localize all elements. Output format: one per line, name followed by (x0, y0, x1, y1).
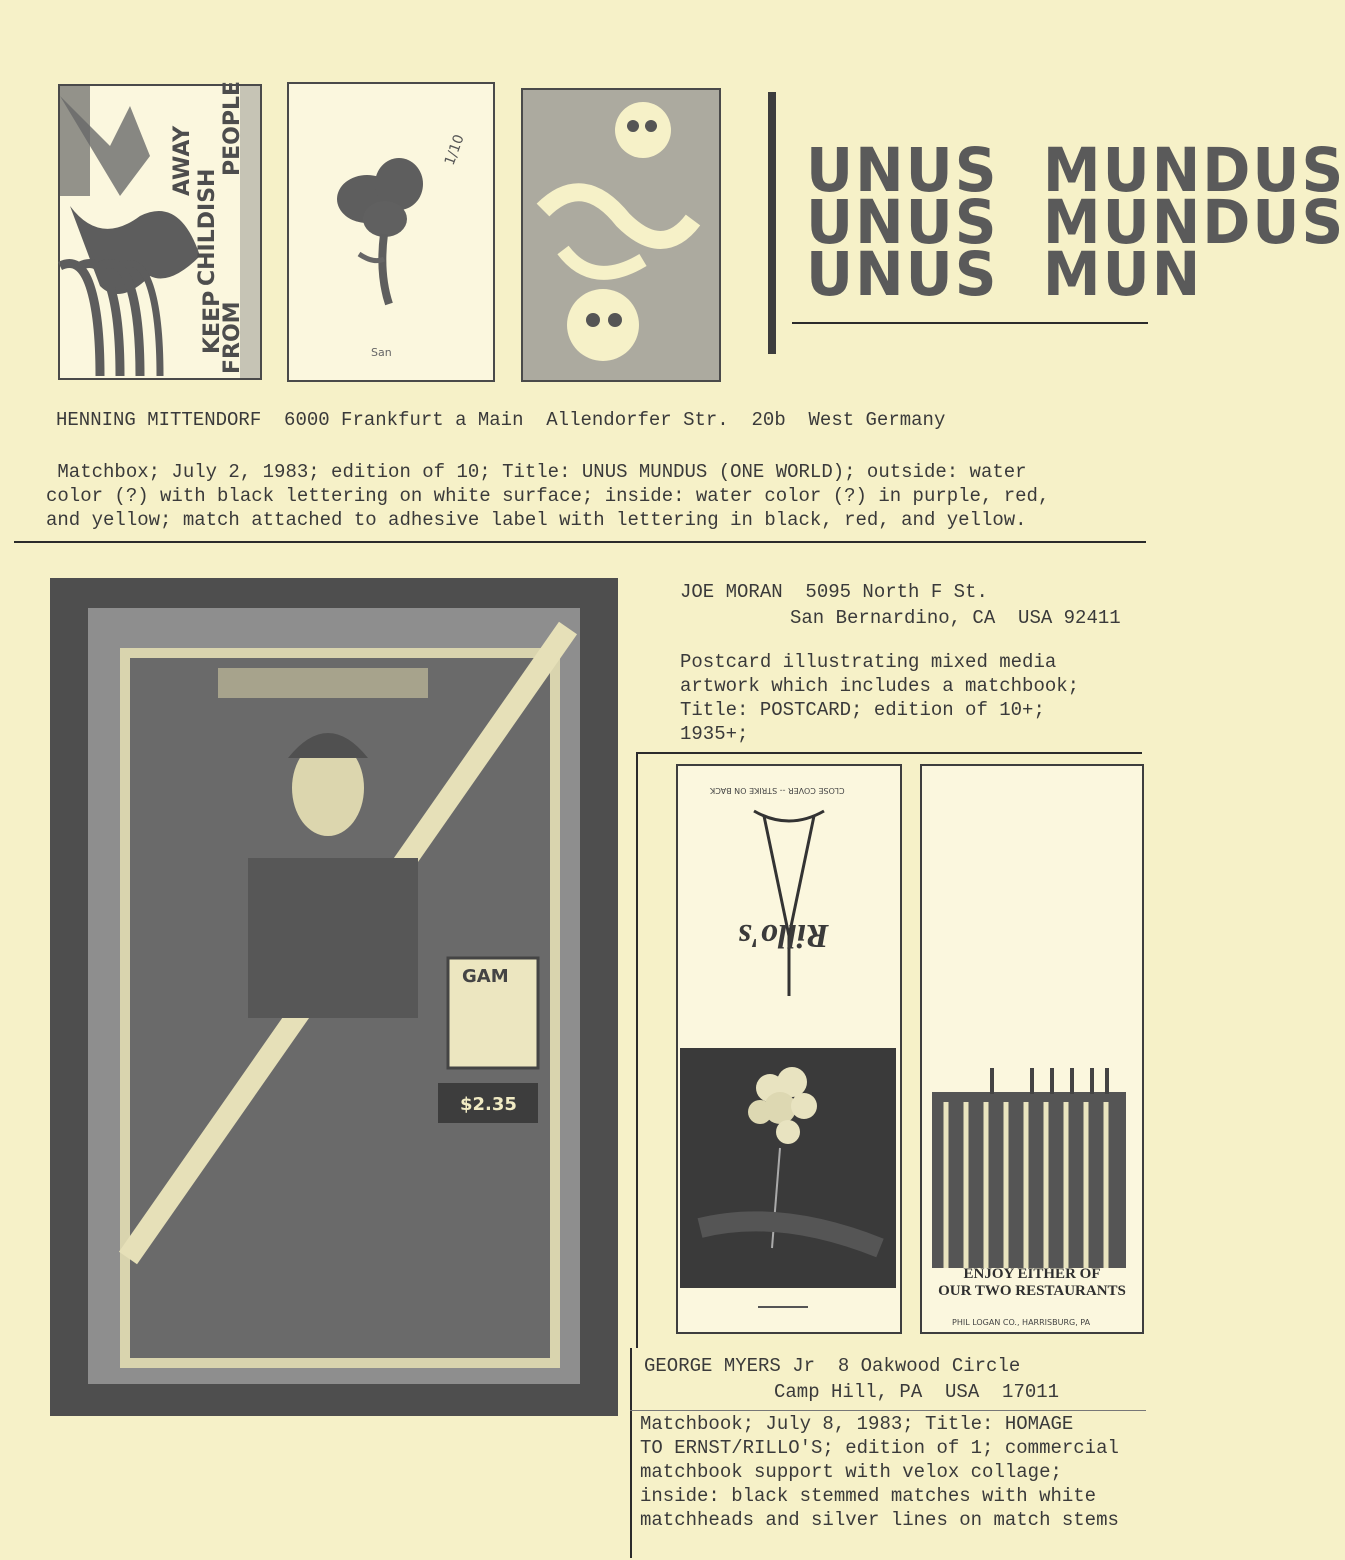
postcard-price-label: $2.35 (460, 1094, 517, 1115)
mittendorf-address: HENNING MITTENDORF 6000 Frankfurt a Main Allendorfer Str. 20b West Germany (56, 409, 946, 431)
panel-text-keep: KEEP (200, 290, 225, 354)
myers-desc-line: matchheads and silver lines on match stems (640, 1509, 1119, 1531)
panel-text-childish: CHILDISH (195, 168, 220, 286)
moran-description (680, 650, 1079, 746)
postcard-image (50, 578, 618, 1416)
section-divider (14, 541, 1146, 543)
panel-text-away: AWAY (170, 125, 195, 196)
matchbook-image (636, 752, 1146, 1348)
panel-keep-away (58, 80, 262, 380)
myers-address-line2: Camp Hill, PA USA 17011 (774, 1381, 1060, 1403)
myers-description (640, 1412, 1119, 1532)
myers-desc-line: inside: black stemmed matches with white (640, 1485, 1097, 1507)
flower-image (289, 84, 493, 380)
mittendorf-description (46, 460, 1049, 532)
matchhead-ticks (932, 1066, 1126, 1096)
moran-desc-line: 1935+; (680, 723, 749, 745)
mittendorf-desc-line: color (?) with black lettering on white surface; inside: water color (?) in purple, red, (46, 485, 1050, 507)
myers-address-line1: GEORGE MYERS Jr 8 Oakwood Circle (644, 1355, 1021, 1377)
matchbook-brand: Rillo's (738, 917, 829, 954)
panel-figures (521, 88, 721, 382)
matchbook-enjoy-text: ENJOY EITHER OF OUR TWO RESTAURANTS (938, 1266, 1126, 1299)
moran-desc-line: Postcard illustrating mixed media (680, 651, 1057, 673)
panel-text-people: PEOPLE (220, 80, 245, 176)
unus-line-1: UNUS MUNDUS (806, 134, 1345, 206)
matchbook-right-panel (920, 764, 1144, 1334)
mittendorf-desc-line: and yellow; match attached to adhesive label with lettering in black, red, and yellow. (46, 509, 1027, 531)
myers-top-rule (630, 1410, 1146, 1411)
matchbook-cover-text: CLOSE COVER -- STRIKE ON BACK (710, 786, 845, 795)
unus-line-3: UNUS MUN (806, 238, 1203, 310)
moran-desc-line: Title: POSTCARD; edition of 10+; (680, 699, 1045, 721)
moran-address-line2: San Bernardino, CA USA 92411 (790, 607, 1121, 629)
match-stems (932, 1092, 1126, 1268)
myers-desc-line: Matchbook; July 8, 1983; Title: HOMAGE (640, 1413, 1074, 1435)
postcard-collage (88, 608, 580, 1384)
wine-glass-icon (734, 806, 844, 1006)
matchbook-balloon-photo (680, 1048, 896, 1288)
panel-text-from: FROM (220, 301, 245, 374)
unus-line-2: UNUS MUNDUS (806, 186, 1345, 258)
figures-image (523, 90, 719, 380)
myers-desc-line: matchbook support with velox collage; (640, 1461, 1062, 1483)
moran-address-line1: JOE MORAN 5095 North F St. (680, 581, 988, 603)
panel-signature: San (371, 346, 392, 359)
myers-desc-line: TO ERNST/RILLO'S; edition of 1; commercial (640, 1437, 1119, 1459)
postcard-gam-label: GAM (462, 966, 509, 987)
moran-desc-line: artwork which includes a matchbook; (680, 675, 1080, 697)
mittendorf-desc-line: Matchbox; July 2, 1983; edition of 10; Title: UNUS MUNDUS (ONE WORLD); outside: water (46, 461, 1027, 483)
panel-edition-mark: 1/10 (441, 132, 468, 168)
panel-flower (287, 82, 495, 382)
matchbook-left-panel (676, 764, 902, 1334)
matchbook-bottom-text: PHIL LOGAN CO., HARRISBURG, PA (952, 1318, 1091, 1327)
unus-mundus-label (768, 92, 1345, 354)
myers-left-rule (630, 1348, 632, 1558)
